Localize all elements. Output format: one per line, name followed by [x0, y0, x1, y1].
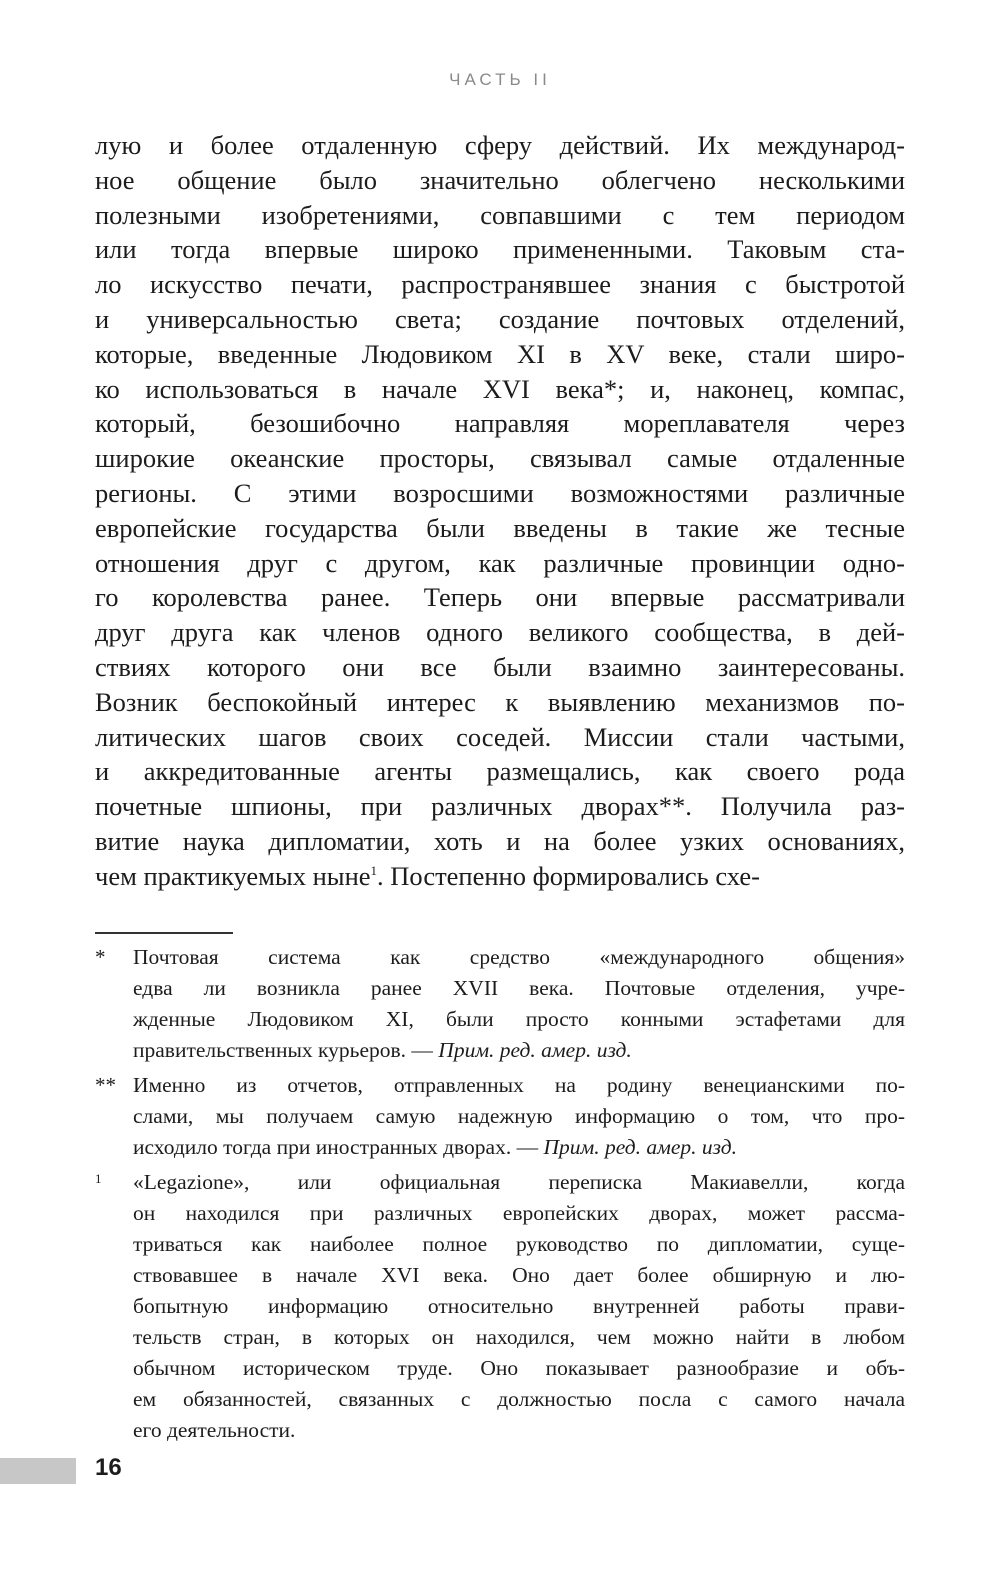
- editor-note: Прим. ред. амер. изд.: [543, 1135, 737, 1159]
- text-line: широкие океанские просторы, связывал самые отдаленные: [95, 443, 905, 474]
- text-fragment: . Постепенно формировались схе-: [377, 860, 760, 891]
- text-line: и универсальностью света; создание почтовых отделений,: [95, 303, 905, 334]
- text-line: витие наука дипломатии, хоть и на более узких основаниях,: [95, 825, 905, 856]
- text-line: регионы. С этими возросшими возможностями различные: [95, 477, 905, 508]
- footnote-text: исходило тогда при иностранных дворах. —: [133, 1135, 544, 1159]
- footnote-line: жденные Людовиком XI, были просто конными эстафетами для: [133, 1007, 905, 1031]
- footnote-line: обычном историческом труде. Оно показывает разнообразие и объ-: [133, 1356, 905, 1380]
- footnote-line: ем обязанностей, связанных с должностью посла с самого начала: [133, 1387, 905, 1411]
- footnote-line: он находился при различных европейских дворах, может рассма-: [133, 1201, 905, 1225]
- text-line: ное общение было значительно облегчено несколькими: [95, 164, 905, 195]
- footnote-mark: 1: [95, 1171, 102, 1186]
- text-line: европейские государства были введены в такие же тесные: [95, 512, 905, 543]
- text-line: или тогда впервые широко примененными. Таковым ста-: [95, 234, 905, 265]
- footnote-line: ствовавшее в начале XVI века. Оно дает более обширную и лю-: [133, 1263, 905, 1287]
- footnote-text: правительственных курьеров. —: [133, 1038, 439, 1062]
- text-line-last: [95, 859, 905, 894]
- footnote: [95, 1167, 905, 1446]
- footnote-line: тельств стран, в которых он находился, чем можно найти в любом: [133, 1325, 905, 1349]
- main-text: [95, 128, 905, 894]
- footnote-line-last: [133, 1132, 905, 1163]
- page-edge-tab: [0, 1458, 76, 1484]
- footnote-line: бопытную информацию относительно внутренней работы прави-: [133, 1294, 905, 1318]
- text-line: лую и более отдаленную сферу действий. Их международ-: [95, 130, 905, 160]
- text-line: ло искусство печати, распространявшее знания с быстротой: [95, 269, 905, 300]
- footnote-line-last: [133, 1035, 905, 1066]
- footnote-line: «Legazione», или официальная переписка Макиавелли, когда: [133, 1170, 905, 1194]
- running-head: ЧАСТЬ II: [449, 70, 551, 89]
- text-line: который, безошибочно направляя мореплавателя через: [95, 408, 905, 439]
- footnote-line: Именно из отчетов, отправленных на родину венецианскими по-: [133, 1073, 905, 1097]
- footnote-line-last: его деятельности.: [133, 1418, 296, 1442]
- text-line: ствиях которого они все были взаимно заинтересованы.: [95, 651, 905, 682]
- footnote: [95, 942, 905, 1066]
- page-number: 16: [95, 1454, 122, 1481]
- footnote-divider: [95, 932, 233, 934]
- text-line: Возник беспокойный интерес к выявлению механизмов по-: [95, 686, 905, 717]
- text-line: литических шагов своих соседей. Миссии стали частыми,: [95, 721, 905, 752]
- footnote-mark: *: [95, 945, 106, 969]
- footnote-line: Почтовая система как средство «международного общения»: [133, 945, 905, 969]
- text-line: отношения друг с другом, как различные провинции одно-: [95, 547, 905, 578]
- footnote: [95, 1070, 905, 1163]
- text-line: полезными изобретениями, совпавшими с тем периодом: [95, 199, 905, 230]
- text-line: го королевства ранее. Теперь они впервые рассматривали: [95, 582, 905, 613]
- text-line: и аккредитованные агенты размещались, как своего рода: [95, 756, 905, 787]
- text-line: почетные шпионы, при различных дворах**. Получила раз-: [95, 791, 905, 822]
- editor-note: Прим. ред. амер. изд.: [438, 1038, 632, 1062]
- footnotes: [95, 942, 905, 1450]
- footnote-mark: **: [95, 1073, 116, 1097]
- footnote-reference: 1: [370, 862, 378, 878]
- footnote-line: слами, мы получаем самую надежную информацию о том, что про-: [133, 1104, 905, 1128]
- text-line: ко использоваться в начале XVI века*; и, наконец, компас,: [95, 373, 905, 404]
- text-fragment: чем практикуемых ныне: [95, 860, 371, 891]
- text-line: друг друга как членов одного великого сообщества, в дей-: [95, 617, 905, 648]
- text-line: которые, введенные Людовиком XI в XV веке, стали широ-: [95, 338, 905, 369]
- footnote-line: триваться как наиболее полное руководство по дипломатии, суще-: [133, 1232, 905, 1256]
- footnote-line: едва ли возникла ранее XVII века. Почтовые отделения, учре-: [133, 976, 905, 1000]
